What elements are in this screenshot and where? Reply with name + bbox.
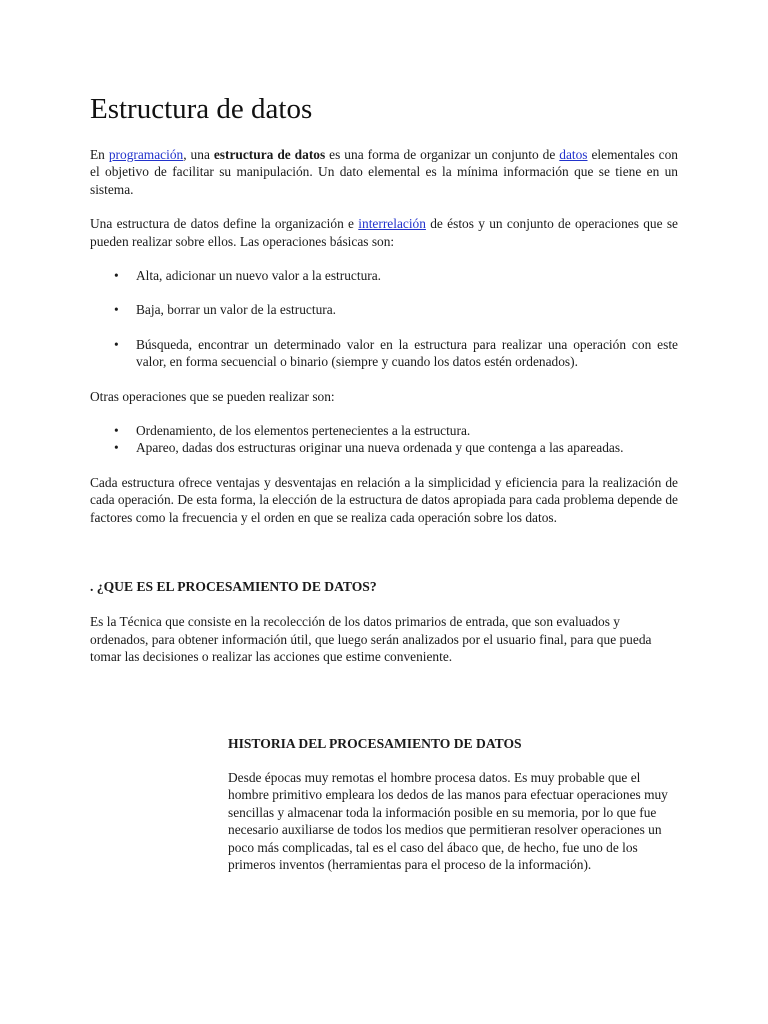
text-span: es una forma de organizar un conjunto de (325, 147, 560, 162)
text-span: elementales con el objetivo de facilitar su manipulación. Un dato elemental es la mínima información que se tiene en un sistema. (90, 147, 678, 197)
list-item-text: Baja, borrar un valor de la estructura. (136, 302, 337, 318)
document-body (90, 92, 678, 665)
list-item (114, 301, 678, 318)
list-item-text: Ordenamiento, de los elementos pertenecientes a la estructura. (136, 423, 471, 439)
link-programacion[interactable]: programación (108, 147, 184, 162)
summary-paragraph: Cada estructura ofrece ventajas y desventajas en relación a la simplicidad y eficiencia para la realización de cada operación. De esta forma, la elección de la estructura de datos apropiada para cada problema depende de factores como la frecuencia y el orden en que se realiza cada operación sobre los datos. (90, 474, 678, 525)
page-title: Estructura de datos (90, 93, 313, 125)
text-span: de éstos y un conjunto de operaciones que se pueden realizar sobre ellos. Las operaciones básicas son: (90, 216, 678, 249)
bullet-icon: • (114, 336, 119, 352)
text-span: , una (183, 147, 214, 162)
list-item-text: Alta, adicionar un nuevo valor a la estructura. (136, 268, 382, 284)
link-interrelacion[interactable]: interrelación (358, 216, 426, 232)
bold-term: estructura de datos (213, 147, 326, 162)
other-ops-intro: Otras operaciones que se pueden realizar son: (90, 388, 335, 404)
text-span: Una estructura de datos define la organización e (90, 216, 359, 232)
link-datos[interactable]: datos (559, 147, 588, 162)
other-operations-list (90, 422, 678, 457)
intro-paragraph (90, 146, 678, 198)
list-item (114, 422, 678, 439)
text-span: En (90, 147, 109, 162)
definition-paragraph (90, 215, 678, 250)
list-item (114, 439, 678, 456)
historia-paragraph: Desde épocas muy remotas el hombre procesa datos. Es muy probable que el hombre primitivo empleara los dedos de las manos para efectuar operaciones muy sencillas y almacenar toda la información posible en su memoria, por lo que fue necesario auxiliarse de todos los medios que permitieran resolver operaciones un poco más complicadas, tal es el caso del ábaco que, de hecho, fue uno de los primeros inventos (herramientas para el proceso de la información). (228, 770, 668, 873)
historia-section (228, 735, 682, 873)
section-heading-historia: HISTORIA DEL PROCESAMIENTO DE DATOS (228, 736, 522, 751)
bullet-icon: • (114, 423, 119, 439)
list-item (114, 267, 678, 284)
procesamiento-paragraph: Es la Técnica que consiste en la recolección de los datos primarios de entrada, que son evaluados y ordenados, para obtener información útil, que luego serán analizados por el usuario final, para que pueda tomar las decisiones o realizar las acciones que estime conveniente. (90, 614, 652, 664)
list-item-text: Búsqueda, encontrar un determinado valor en la estructura para realizar una operación con este valor, en forma secuencial o binario (siempre y cuando los datos estén ordenados). (136, 336, 678, 370)
section-heading-procesamiento: . ¿QUE ES EL PROCESAMIENTO DE DATOS? (90, 579, 377, 595)
bullet-icon: • (114, 268, 119, 284)
list-item (114, 336, 678, 371)
list-item-text: Apareo, dadas dos estructuras originar una nueva ordenada y que contenga a las apareadas. (136, 440, 624, 456)
bullet-icon: • (114, 302, 119, 318)
basic-operations-list (90, 267, 678, 371)
bullet-icon: • (114, 440, 119, 456)
